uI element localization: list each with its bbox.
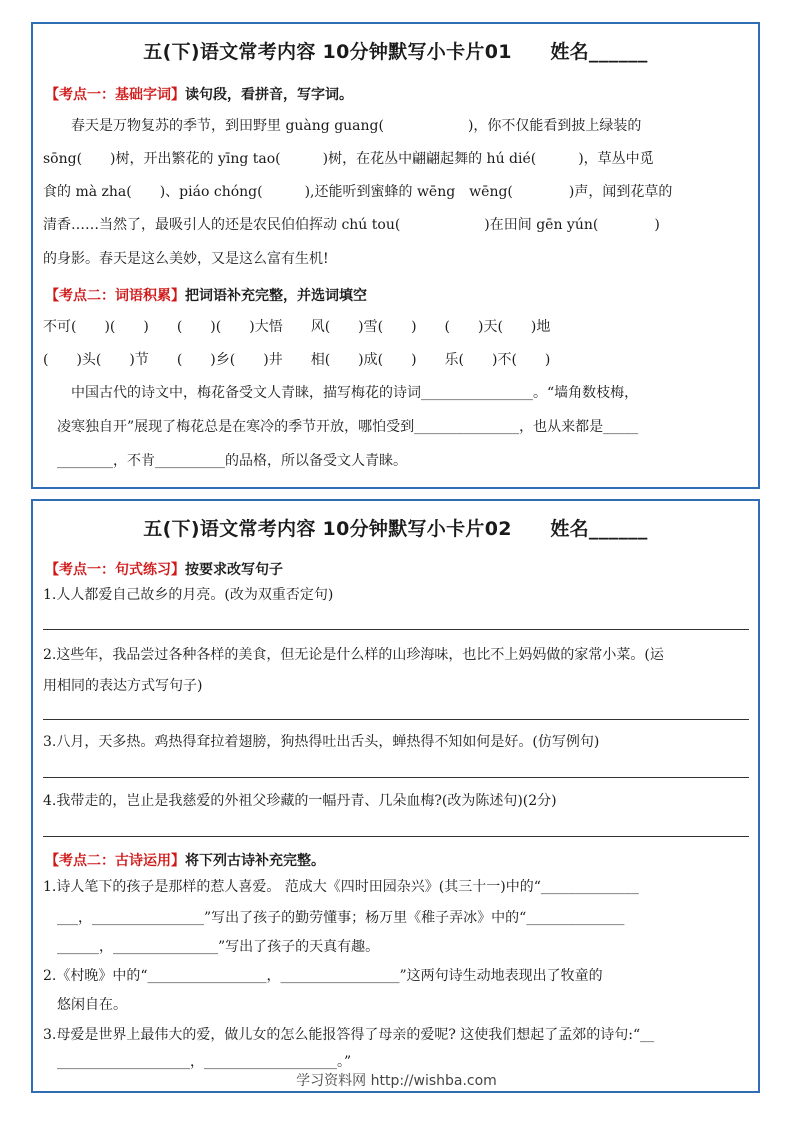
poem-fill-line: ___，________________”写出了孩子的勤劳懂事；杨万里《稚子弄冰》中的“______________ xyxy=(43,910,625,926)
answer-line[interactable] xyxy=(43,629,749,630)
poem-fill-line: 3.母爱是世界上最伟大的爱，做儿女的怎么能报答得了母亲的爱呢? 这使我们想起了孟郊的诗句:“__ xyxy=(43,1027,655,1043)
answer-line[interactable] xyxy=(43,836,749,837)
section-tag: 【考点一：句式练习】 xyxy=(45,562,185,578)
section-instruction: 将下列古诗补充完整。 xyxy=(185,853,325,869)
poem-fill-line: 2.《村晚》中的“_________________，_________________”这两句诗生动地表现出了牧童的 xyxy=(43,968,603,984)
fill-in-line: 中国古代的诗文中，梅花备受文人青睐，描写梅花的诗词________________。“墙角数枝梅， xyxy=(43,385,639,401)
poem-fill-line: 1.诗人笔下的孩子是那样的惹人喜爱。 范成大《四时田园杂兴》(其三十一)中的“______________ xyxy=(43,879,639,895)
question-text: 3.八月，天多热。鸡热得耷拉着翅膀，狗热得吐出舌头，蝉热得不知如何是好。(仿写例句) xyxy=(43,734,600,750)
dictation-card-02 xyxy=(31,499,760,1093)
idiom-row: 不可( )( ) ( )( )大悟 风( )雪( ) ( )天( )地 xyxy=(43,319,551,335)
poem-fill-line: ___________________，___________________。” xyxy=(43,1054,352,1070)
passage-line: 清香……当然了，最吸引人的还是农民伯伯挥动 chú tou( )在田间 gēn yún( ) xyxy=(43,217,660,233)
poem-fill-line: ______，_______________”写出了孩子的天真有趣。 xyxy=(43,939,380,955)
card-title: 五(下)语文常考内容 10分钟默写小卡片01 姓名______ xyxy=(143,41,648,63)
section-instruction: 读句段，看拼音，写字词。 xyxy=(185,87,353,103)
passage-line: sōng( )树，开出繁花的 yīng tao( )树，在花丛中翩翩起舞的 hú dié( )，草丛中觅 xyxy=(43,151,654,167)
section-heading-basic-words xyxy=(45,84,353,104)
idiom-row: ( )头( )节 ( )乡( )井 相( )成( ) 乐( )不( ) xyxy=(43,352,551,368)
question-text: 用相同的表达方式写句子) xyxy=(43,678,203,694)
footer-watermark: 学习资料网 http://wishba.com xyxy=(296,1073,497,1089)
dictation-card-01 xyxy=(31,22,760,489)
passage-line: 的身影。春天是这么美妙，又是这么富有生机! xyxy=(43,251,329,267)
passage-line: 春天是万物复苏的季节，到田野里 guàng guang( )，你不仅能看到披上绿装的 xyxy=(43,118,642,134)
question-text: 4.我带走的，岂止是我慈爱的外祖父珍藏的一幅丹青、几朵血梅?(改为陈述句)(2分) xyxy=(43,793,557,809)
section-instruction: 把词语补充完整，并选词填空 xyxy=(185,288,367,304)
fill-in-line: 凌寒独自开”展现了梅花总是在寒冷的季节开放，哪怕受到_______________，也从来都是_____ xyxy=(43,419,639,435)
passage-line: 食的 mà zha( )、piáo chóng( ),还能听到蜜蜂的 wēng wēng( )声，闻到花草的 xyxy=(43,184,673,200)
section-heading-ancient-poems xyxy=(45,850,325,870)
question-text: 2.这些年，我品尝过各种各样的美食，但无论是什么样的山珍海味，也比不上妈妈做的家常小菜。(运 xyxy=(43,647,664,663)
section-heading-vocabulary xyxy=(45,285,367,305)
section-instruction: 按要求改写句子 xyxy=(185,562,283,578)
answer-line[interactable] xyxy=(43,777,749,778)
section-tag: 【考点二：古诗运用】 xyxy=(45,853,185,869)
question-text: 1.人人都爱自己故乡的月亮。(改为双重否定句) xyxy=(43,587,334,603)
fill-in-line: ________，不肯__________的品格，所以备受文人青睐。 xyxy=(43,453,407,469)
section-tag: 【考点一：基础字词】 xyxy=(45,87,185,103)
poem-fill-line: 悠闲自在。 xyxy=(43,997,127,1013)
section-tag: 【考点二：词语积累】 xyxy=(45,288,185,304)
card-title: 五(下)语文常考内容 10分钟默写小卡片02 姓名______ xyxy=(143,518,648,540)
section-heading-sentence-practice xyxy=(45,559,283,579)
answer-line[interactable] xyxy=(43,719,749,720)
